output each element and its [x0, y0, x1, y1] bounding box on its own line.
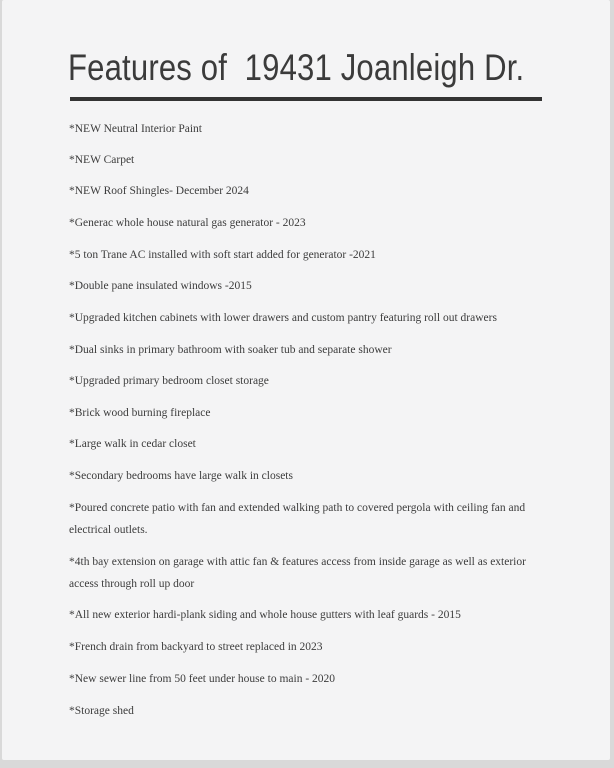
feature-item: *Double pane insulated windows -2015: [69, 280, 252, 292]
feature-item: *Large walk in cedar closet: [69, 438, 196, 450]
feature-item: *Storage shed: [69, 705, 134, 717]
feature-item: *4th bay extension on garage with attic fan & features access from inside garage as well as exterior access through roll up door: [69, 556, 526, 590]
feature-item: *New sewer line from 50 feet under house to main - 2020: [69, 673, 336, 685]
feature-item: *NEW Carpet: [69, 154, 135, 166]
feature-item: *Upgraded primary bedroom closet storage: [69, 375, 269, 387]
title-divider: [70, 97, 542, 101]
feature-item: *NEW Neutral Interior Paint: [69, 123, 202, 135]
document-page: [2, 0, 610, 760]
page-title: Features of 19431 Joanleigh Dr.: [68, 47, 525, 88]
feature-item: *5 ton Trane AC installed with soft start added for generator -2021: [69, 249, 376, 261]
feature-item: *Brick wood burning fireplace: [69, 407, 211, 419]
feature-item: *NEW Roof Shingles- December 2024: [69, 185, 249, 197]
feature-item: *French drain from backyard to street replaced in 2023: [69, 641, 323, 653]
feature-item: *All new exterior hardi-plank siding and whole house gutters with leaf guards - 2015: [69, 609, 461, 621]
feature-item: *Poured concrete patio with fan and extended walking path to covered pergola with ceiling fan and electrical outlets.: [69, 502, 526, 536]
feature-item: *Generac whole house natural gas generator - 2023: [69, 217, 306, 229]
feature-item: *Dual sinks in primary bathroom with soaker tub and separate shower: [69, 344, 392, 356]
feature-item: *Secondary bedrooms have large walk in closets: [69, 470, 293, 482]
feature-item: *Upgraded kitchen cabinets with lower drawers and custom pantry featuring roll out drawers: [69, 312, 497, 324]
